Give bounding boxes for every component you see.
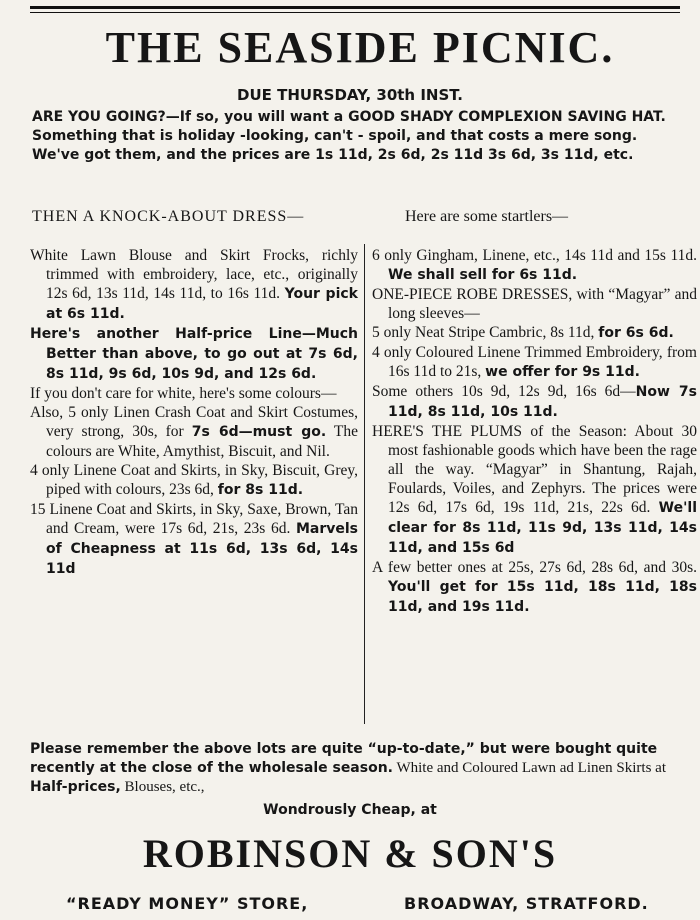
item-text: HERE'S THE PLUMS of the Season: About 30 most fashionable goods which have been the rage all the way. “Magyar” in Shantung, Rajah, Foulards, Voiles, and Zephyrs. The prices were 12s 6d, 17s 6d, 19s 11d, 21s, 22s 6d. bbox=[372, 423, 697, 516]
item-text: ONE-PIECE ROBE DRESSES, with “Magyar” and long sleeves— bbox=[372, 286, 697, 322]
plums-item bbox=[372, 422, 697, 558]
intro-prices: 1s 11d, 2s 6d, 2s 11d 3s 6d, 3s 11d, etc. bbox=[315, 147, 634, 163]
item-price: for 8s 11d. bbox=[217, 482, 304, 498]
linene-coat-15-item bbox=[30, 500, 358, 579]
note-bold: Please remember the above lots are quite “up-to-date,” but were bought quite recently at the close of the wholesale season. bbox=[30, 741, 658, 776]
right-column bbox=[372, 246, 697, 617]
embroidery-item bbox=[372, 343, 697, 382]
item-text: If you don't care for white, here's some colours— bbox=[30, 385, 337, 402]
item-price: we offer for 9s 11d. bbox=[485, 364, 640, 380]
cambric-item bbox=[372, 323, 697, 343]
intro-paragraph bbox=[32, 108, 682, 165]
headline: THE SEASIDE PICNIC. bbox=[105, 23, 615, 72]
item-text: 5 only Neat Stripe Cambric, 8s 11d, bbox=[372, 324, 599, 341]
item-price: Now 7s 11d, 8s 11d, 10s 11d. bbox=[388, 384, 697, 420]
left-column bbox=[30, 246, 358, 579]
item-text: Some others 10s 9d, 12s 9d, 16s 6d— bbox=[372, 383, 636, 400]
due-date: DUE THURSDAY, 30th INST. bbox=[237, 86, 463, 104]
note-text-end: Blouses, etc., bbox=[120, 779, 205, 795]
colours-intro bbox=[30, 384, 358, 403]
item-price: We shall sell for 6s 11d. bbox=[388, 267, 578, 283]
top-rule-thin bbox=[30, 12, 680, 13]
linene-coat-item bbox=[30, 461, 358, 500]
others-item bbox=[372, 382, 697, 422]
firm-name: ROBINSON & SON'S bbox=[142, 831, 558, 876]
intro-text: Something that is holiday -looking, can't - spoil, and that costs a mere song. We've got them, and the prices are bbox=[32, 128, 638, 163]
item-text: A few better ones at 25s, 27s 6d, 28s 6d, and 30s. bbox=[372, 559, 697, 576]
item-price: for 6s 6d. bbox=[598, 325, 674, 341]
crash-coat-item bbox=[30, 403, 358, 461]
item-price: We'll clear for 8s 11d, 11s 9d, 13s 11d, 14s 11d, and 15s 6d bbox=[388, 500, 697, 556]
note-text: White and Coloured Lawn ad Linen Skirts at bbox=[393, 760, 666, 776]
item-price: Marvels of Cheapness at 11s 6d, 13s 6d, 14s 11d bbox=[46, 521, 358, 577]
knock-about-heading: THEN A KNOCK-ABOUT DRESS— bbox=[32, 208, 305, 225]
lawn-blouse-item bbox=[30, 246, 358, 324]
store-address: BROADWAY, STRATFORD. bbox=[404, 894, 649, 913]
half-price-line-item bbox=[30, 324, 358, 384]
closing-note bbox=[30, 740, 678, 797]
item-text: White Lawn Blouse and Skirt Frocks, richly trimmed with embroidery, lace, etc., originally 12s 6d, 13s 11d, 14s 11d, to 16s 11d. bbox=[30, 247, 358, 302]
item-price: Here's another Half-price Line—Much Better than above, to go out at 7s 6d, 8s 11d, 9s 6d, 10s 9d, and 12s 6d. bbox=[30, 326, 358, 382]
item-price: You'll get for 15s 11d, 18s 11d, 18s 11d, and 19s 11d. bbox=[388, 579, 697, 615]
wondrous-cheap: Wondrously Cheap, at bbox=[263, 802, 437, 818]
startlers-heading: Here are some startlers— bbox=[405, 208, 569, 225]
robe-dresses-heading bbox=[372, 285, 697, 323]
item-text: 6 only Gingham, Linene, etc., 14s 11d and 15s 11d. bbox=[372, 247, 697, 264]
item-text: 4 only Coloured Linene Trimmed Embroidery, from 16s 11d to 21s, bbox=[372, 344, 697, 380]
gingham-item bbox=[372, 246, 697, 285]
note-bold-price: Half-prices, bbox=[30, 779, 121, 795]
column-divider bbox=[364, 244, 365, 724]
item-price: Your pick at 6s 11d. bbox=[46, 286, 358, 322]
item-text: 4 only Linene Coat and Skirts, in Sky, Biscuit, Grey, piped with colours, 23s 6d, bbox=[30, 462, 358, 498]
intro-bold: ARE YOU GOING?—If so, you will want a GOOD SHADY COMPLEXION SAVING HAT. bbox=[32, 109, 666, 125]
store-tagline: “READY MONEY” STORE, bbox=[66, 894, 309, 913]
better-ones-item bbox=[372, 558, 697, 617]
item-text: The colours are White, Amythist, Biscuit, and Nil. bbox=[46, 423, 358, 460]
item-price: 7s 6d—must go. bbox=[191, 424, 327, 440]
item-text: 15 Linene Coat and Skirts, in Sky, Saxe, Brown, Tan and Cream, were 17s 6d, 21s, 23s 6d. bbox=[30, 501, 358, 537]
item-text: Also, 5 only Linen Crash Coat and Skirt Costumes, very strong, 30s, for bbox=[30, 404, 358, 440]
top-rule bbox=[30, 6, 680, 9]
